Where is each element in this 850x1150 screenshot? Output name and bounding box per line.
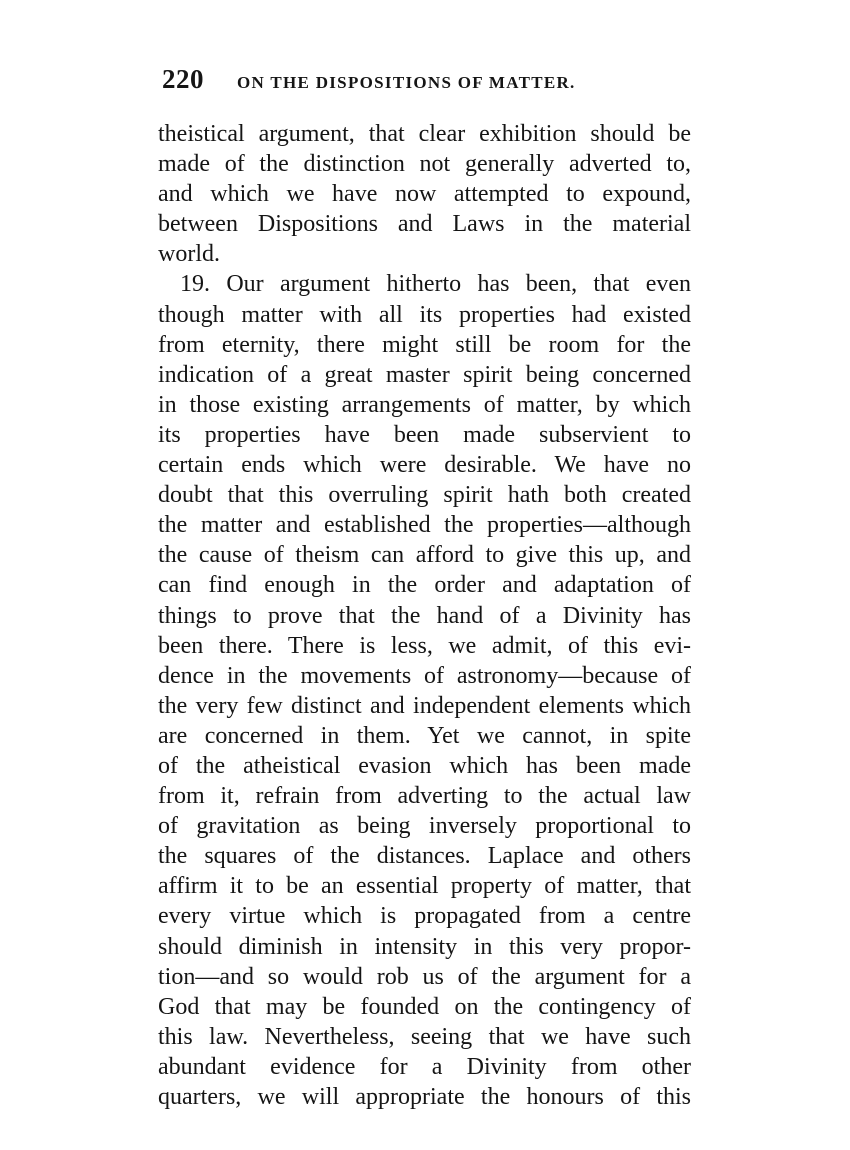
- text-line: abundant evidence for a Divinity from other: [158, 1053, 691, 1080]
- text-line: this law. Nevertheless, seeing that we have such: [158, 1023, 691, 1050]
- text-line: been there. There is less, we admit, of this evi-: [158, 632, 691, 659]
- text-line: and which we have now attempted to expound,: [158, 181, 691, 208]
- text-line: made of the distinction not generally adverted to,: [158, 151, 691, 178]
- text-line: dence in the movements of astronomy—because of: [158, 662, 691, 689]
- text-line: of the atheistical evasion which has been made: [158, 752, 691, 779]
- text-line: indication of a great master spirit being concerned: [158, 361, 691, 388]
- text-line: affirm it to be an essential property of matter, that: [158, 873, 691, 900]
- text-line: from it, refrain from adverting to the actual law: [158, 783, 691, 810]
- text-line: from eternity, there might still be room for the: [158, 331, 691, 358]
- text-line: the matter and established the properties—although: [158, 512, 691, 539]
- text-line: doubt that this overruling spirit hath both created: [158, 482, 691, 509]
- text-line: its properties have been made subservient to: [158, 421, 691, 448]
- text-line: though matter with all its properties had existed: [158, 301, 691, 328]
- text-line: God that may be founded on the contingency of: [158, 993, 691, 1020]
- text-line: are concerned in them. Yet we cannot, in spite: [158, 722, 691, 749]
- text-line: tion—and so would rob us of the argument for a: [158, 963, 691, 990]
- text-line: every virtue which is propagated from a centre: [158, 903, 691, 930]
- text-line: of gravitation as being inversely proportional to: [158, 813, 691, 840]
- text-line: the very few distinct and independent elements which: [158, 692, 691, 719]
- text-line: quarters, we will appropriate the honours of this: [158, 1084, 691, 1110]
- text-line: the cause of theism can afford to give this up, and: [158, 542, 691, 569]
- text-line: between Dispositions and Laws in the material: [158, 211, 691, 238]
- text-line: can find enough in the order and adaptation of: [158, 572, 691, 599]
- text-line: theistical argument, that clear exhibition should be: [158, 121, 691, 147]
- body-text: [158, 119, 691, 1112]
- text-line: world.: [158, 241, 220, 268]
- text-line: certain ends which were desirable. We have no: [158, 452, 691, 479]
- text-line: the squares of the distances. Laplace and others: [158, 843, 691, 870]
- text-line: in those existing arrangements of matter, by which: [158, 391, 691, 418]
- running-header: [162, 64, 702, 96]
- page-number: 220: [162, 64, 204, 94]
- text-line: should diminish in intensity in this very propor-: [158, 933, 691, 960]
- running-title: ON THE DISPOSITIONS OF MATTER.: [237, 73, 576, 92]
- text-line: things to prove that the hand of a Divinity has: [158, 602, 691, 629]
- paragraph-start-line: 19. Our argument hitherto has been, that even: [180, 271, 691, 298]
